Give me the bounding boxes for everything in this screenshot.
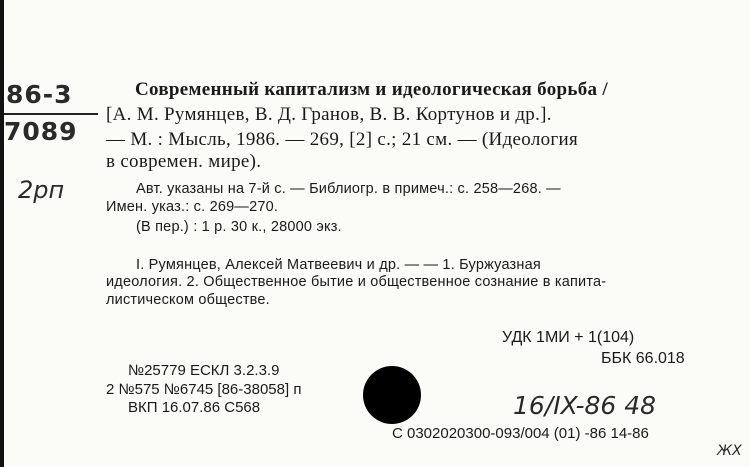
tracing-line-1: I. Румянцев, Алексей Матвеевич и др. — — 1. Буржуазная: [136, 257, 541, 273]
order-code: С 0302020300-093/004 (01) -86 14-86: [392, 425, 649, 442]
imprint-line: — М. : Мысль, 1986. — 269, [2] с.; 21 см. — (Идеология: [106, 129, 579, 150]
series-line: в современ. мире).: [106, 151, 262, 172]
tracing-line-3: листическом обществе.: [106, 292, 270, 308]
shelfmark-note: 2рп: [18, 176, 65, 204]
shelfmark-top: 86-3: [6, 80, 73, 109]
card-left-edge: [0, 0, 4, 467]
price-line: (В пер.) : 1 р. 30 к., 28000 экз.: [136, 219, 342, 235]
shelfmark-divider: [4, 113, 98, 115]
title-line: Современный капитализм и идеологическая борьба /: [135, 79, 608, 100]
punch-hole: [363, 366, 421, 424]
shelfmark-bottom: 7089: [4, 117, 78, 146]
note-line-2: Имен. указ.: с. 269—270.: [106, 199, 279, 215]
udk-code: УДК 1МИ + 1(104): [502, 329, 635, 346]
note-line-1: Авт. указаны на 7-й с. — Библиогр. в примеч.: с. 258—268. —: [136, 181, 561, 197]
authors-line: [А. М. Румянцев, В. Д. Гранов, В. В. Кортунов и др.].: [106, 104, 552, 125]
corner-mark: ЖХ: [717, 443, 742, 459]
registry-line-1: №25779 ЕСКЛ 3.2.3.9: [128, 362, 280, 379]
tracing-line-2: идеология. 2. Общественное бытие и общественное сознание в капита-: [106, 274, 607, 290]
handwritten-date: 16/IX-86 48: [513, 391, 657, 420]
bbk-code: ББК 66.018: [601, 350, 685, 367]
registry-line-2: 2 №575 №6745 [86-38058] п: [106, 381, 302, 398]
registry-line-3: ВКП 16.07.86 С568: [128, 399, 261, 416]
